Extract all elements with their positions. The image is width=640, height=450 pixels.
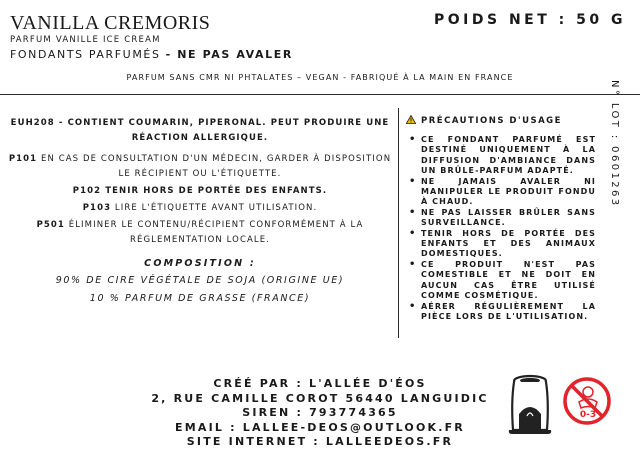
composition-line-2: 10 % PARFUM DE GRASSE (FRANCE)	[89, 293, 311, 304]
address: 2, RUE CAMILLE COROT 56440 LANGUIDIC	[151, 391, 489, 405]
precautions-heading	[406, 115, 562, 127]
product-subtitle: PARFUM VANILLE ICE CREAM	[10, 35, 161, 45]
no-children-0-3-icon	[562, 376, 612, 426]
p501-code: P501	[36, 220, 65, 230]
category-label: FONDANTS PARFUMÉS	[10, 48, 161, 61]
safety-section	[8, 116, 392, 309]
composition-title: COMPOSITION :	[144, 258, 256, 269]
siren: SIREN : 793774365	[242, 406, 398, 419]
p501-statement	[8, 218, 392, 248]
created-by: CRÉÉ PAR : L'ALLÉE D'ÉOS	[213, 377, 427, 390]
composition-line-1: 90% DE CIRE VÉGÉTALE DE SOJA (ORIGINE UE)	[55, 275, 345, 286]
warning-icon	[406, 115, 416, 127]
product-features: PARFUM SANS CMR NI PHTALATES – VEGAN - FABRIQUÉ À LA MAIN EN FRANCE	[126, 73, 514, 82]
website: SITE INTERNET : LALLEEDEOS.FR	[186, 435, 454, 448]
list-item: • NE PAS LAISSER BRÛLER SANS SURVEILLANCE.	[408, 208, 596, 229]
wax-burner-icon	[503, 372, 557, 436]
p103-code: P103	[82, 203, 112, 213]
precautions-title: PRÉCAUTIONS D'USAGE	[421, 116, 562, 126]
list-item: • AÉRER RÉGULIÈREMENT LA PIÈCE LORS DE L'UTILISATION.	[408, 302, 596, 323]
p101-statement	[8, 152, 392, 182]
list-item: • NE JAMAIS AVALER NI MANIPULER LE PRODUIT FONDU À CHAUD.	[408, 177, 596, 208]
age-label: 0-3	[579, 410, 597, 420]
net-weight: POIDS NET : 50 G	[434, 12, 626, 28]
precautions-list	[408, 135, 596, 322]
column-divider	[398, 108, 399, 338]
euh208-statement: EUH208 - CONTIENT COUMARIN, PIPERONAL. PEUT PRODUIRE UNE RÉACTION ALLERGIQUE.	[10, 118, 390, 143]
lot-number: N° LOT : 0601263	[609, 80, 620, 208]
header-divider	[0, 94, 640, 95]
list-item: • CE FONDANT PARFUMÉ EST DESTINÉ UNIQUEMENT À LA DIFFUSION D'AMBIANCE DANS UN BRÛLE-PARFUM ADAPTÉ.	[408, 135, 596, 177]
p101-code: P101	[8, 154, 38, 164]
category-warning: - NE PAS AVALER	[165, 48, 293, 61]
p103-text: LIRE L'ÉTIQUETTE AVANT UTILISATION.	[111, 203, 318, 213]
p501-text: ÉLIMINER LE CONTENU/RÉCIPIENT CONFORMÉMENT À LA RÉGLEMENTATION LOCALE.	[64, 220, 364, 245]
list-item: • CE PRODUIT N'EST PAS COMESTIBLE ET NE DOIT EN AUCUN CAS ÊTRE UTILISÉ COMME COSMÉTIQUE.	[408, 260, 596, 302]
p101-text: EN CAS DE CONSULTATION D'UN MÉDECIN, GARDER À DISPOSITION LE RÉCIPIENT OU L'ÉTIQUETTE.	[37, 154, 392, 179]
p103-statement	[8, 201, 392, 216]
product-title: VANILLA CREMORIS	[10, 12, 211, 34]
p102-statement: P102 TENIR HORS DE PORTÉE DES ENFANTS.	[72, 186, 328, 196]
email: EMAIL : LALLEE-DEOS@OUTLOOK.FR	[175, 420, 465, 434]
product-category	[10, 48, 293, 61]
list-item: • TENIR HORS DE PORTÉE DES ENFANTS ET DES ANIMAUX DOMESTIQUES.	[408, 229, 596, 260]
